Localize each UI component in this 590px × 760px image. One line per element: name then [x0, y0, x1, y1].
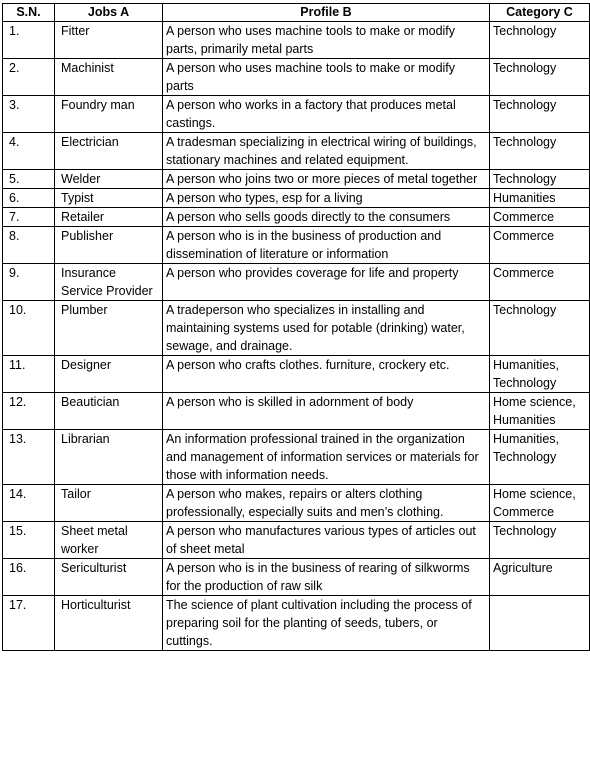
sn-cell: 4. [3, 133, 55, 170]
jobs-table [2, 3, 590, 651]
category-cell: Commerce [490, 227, 590, 264]
job-cell: Machinist [55, 59, 163, 96]
job-cell: Foundry man [55, 96, 163, 133]
sn-cell: 11. [3, 356, 55, 393]
category-cell [490, 596, 590, 651]
category-cell: Humanities [490, 189, 590, 208]
job-cell: Typist [55, 189, 163, 208]
category-cell: Commerce [490, 264, 590, 301]
sn-cell: 14. [3, 485, 55, 522]
profile-cell: A person who provides coverage for life and property [163, 264, 490, 301]
category-cell: Technology [490, 170, 590, 189]
job-cell: Horticulturist [55, 596, 163, 651]
sn-cell: 3. [3, 96, 55, 133]
sn-cell: 9. [3, 264, 55, 301]
sn-cell: 15. [3, 522, 55, 559]
job-cell: Fitter [55, 22, 163, 59]
job-cell: Sericulturist [55, 559, 163, 596]
header-row [3, 4, 590, 22]
table-row [3, 170, 590, 189]
job-cell: Tailor [55, 485, 163, 522]
sn-cell: 13. [3, 430, 55, 485]
category-cell: Humanities, Technology [490, 430, 590, 485]
job-cell: Librarian [55, 430, 163, 485]
profile-cell: A person who uses machine tools to make or modify parts [163, 59, 490, 96]
sn-cell: 7. [3, 208, 55, 227]
table-row [3, 22, 590, 59]
header-profile: Profile B [163, 4, 490, 22]
profile-cell: A person who is skilled in adornment of body [163, 393, 490, 430]
category-cell: Agriculture [490, 559, 590, 596]
table-row [3, 208, 590, 227]
sn-cell: 10. [3, 301, 55, 356]
category-cell: Home science, Humanities [490, 393, 590, 430]
job-cell: Sheet metal worker [55, 522, 163, 559]
profile-cell: A tradeperson who specializes in installing and maintaining systems used for potable (drinking) water, sewage, and drainage. [163, 301, 490, 356]
header-sn: S.N. [3, 4, 55, 22]
category-cell: Technology [490, 59, 590, 96]
profile-cell: A person who manufactures various types of articles out of sheet metal [163, 522, 490, 559]
sn-cell: 2. [3, 59, 55, 96]
profile-cell: A person who makes, repairs or alters clothing professionally, especially suits and men’s clothing. [163, 485, 490, 522]
profile-cell: An information professional trained in the organization and management of information services or materials for those with information needs. [163, 430, 490, 485]
profile-cell: A person who types, esp for a living [163, 189, 490, 208]
header-jobs: Jobs A [55, 4, 163, 22]
table-row [3, 264, 590, 301]
table-row [3, 227, 590, 264]
category-cell: Technology [490, 133, 590, 170]
header-category: Category C [490, 4, 590, 22]
category-cell: Technology [490, 301, 590, 356]
table-row [3, 189, 590, 208]
category-cell: Commerce [490, 208, 590, 227]
profile-cell: A person who is in the business of rearing of silkworms for the production of raw silk [163, 559, 490, 596]
table-row [3, 559, 590, 596]
sn-cell: 1. [3, 22, 55, 59]
sn-cell: 17. [3, 596, 55, 651]
job-cell: Retailer [55, 208, 163, 227]
table-row [3, 430, 590, 485]
table-row [3, 356, 590, 393]
sn-cell: 16. [3, 559, 55, 596]
category-cell: Humanities, Technology [490, 356, 590, 393]
table-row [3, 96, 590, 133]
profile-cell: A person who crafts clothes. furniture, crockery etc. [163, 356, 490, 393]
profile-cell: A person who is in the business of production and dissemination of literature or information [163, 227, 490, 264]
category-cell: Technology [490, 96, 590, 133]
job-cell: Beautician [55, 393, 163, 430]
table-row [3, 596, 590, 651]
job-cell: Welder [55, 170, 163, 189]
sn-cell: 5. [3, 170, 55, 189]
profile-cell: A person who joins two or more pieces of metal together [163, 170, 490, 189]
category-cell: Home science, Commerce [490, 485, 590, 522]
sn-cell: 6. [3, 189, 55, 208]
table-row [3, 393, 590, 430]
job-cell: Publisher [55, 227, 163, 264]
table-row [3, 301, 590, 356]
profile-cell: A person who works in a factory that produces metal castings. [163, 96, 490, 133]
category-cell: Technology [490, 22, 590, 59]
table-row [3, 522, 590, 559]
category-cell: Technology [490, 522, 590, 559]
job-cell: Designer [55, 356, 163, 393]
profile-cell: A person who uses machine tools to make or modify parts, primarily metal parts [163, 22, 490, 59]
job-cell: Insurance Service Provider [55, 264, 163, 301]
table-row [3, 59, 590, 96]
profile-cell: A person who sells goods directly to the consumers [163, 208, 490, 227]
table-row [3, 133, 590, 170]
table-row [3, 485, 590, 522]
sn-cell: 12. [3, 393, 55, 430]
profile-cell: The science of plant cultivation including the process of preparing soil for the planting of seeds, tubers, or cuttings. [163, 596, 490, 651]
profile-cell: A tradesman specializing in electrical wiring of buildings, stationary machines and related equipment. [163, 133, 490, 170]
job-cell: Plumber [55, 301, 163, 356]
sn-cell: 8. [3, 227, 55, 264]
job-cell: Electrician [55, 133, 163, 170]
